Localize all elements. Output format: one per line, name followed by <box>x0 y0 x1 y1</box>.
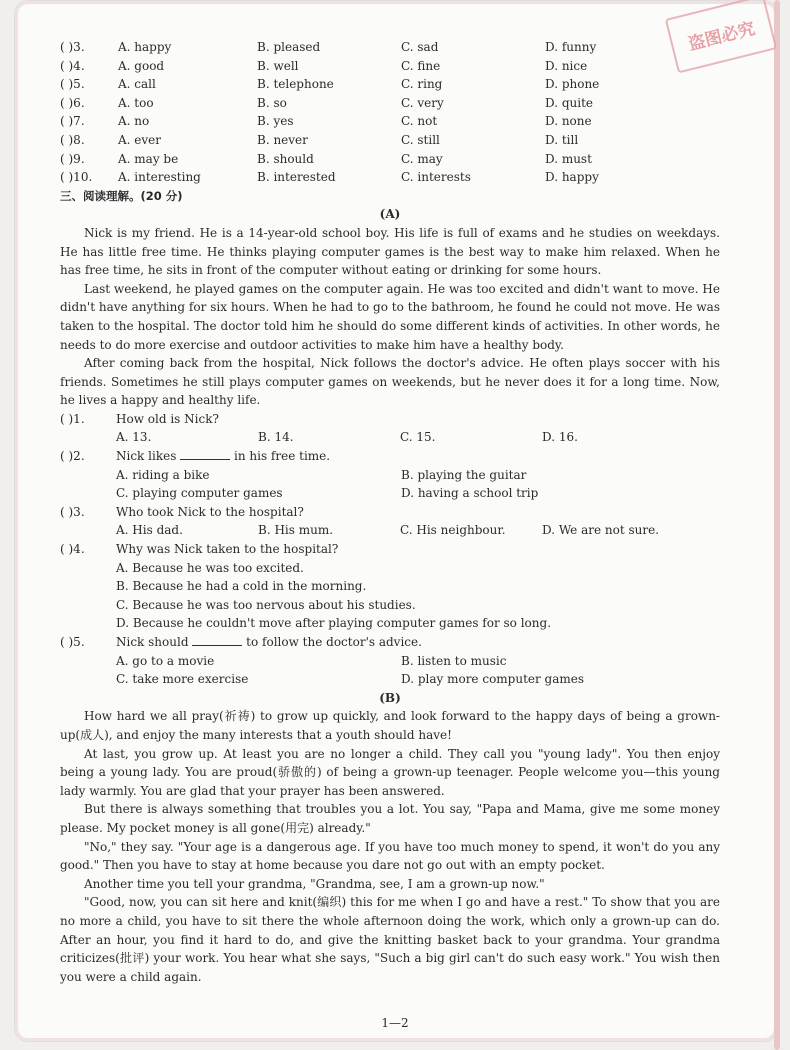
question-4-option: A. Because he was too excited. <box>116 560 304 575</box>
option-number: ( )10. <box>60 170 93 185</box>
option-choice: C. very <box>401 95 444 110</box>
option-choice: B. never <box>257 132 308 147</box>
option-choice: D. must <box>545 151 592 166</box>
option-choice: A. may be <box>118 151 179 166</box>
question-3-options: A. His dad. B. His mum. C. His neighbour. D. We are not sure. <box>116 523 660 538</box>
option-number: ( )3. <box>60 40 85 54</box>
option-choice: B. telephone <box>257 77 334 92</box>
passage-a-paragraph: After coming back from the hospital, Nick follows the doctor's advice. He often plays soccer with his friends. Sometimes he still plays computer games on weekends, but he never does it for a long time. Now, he lives a happy and healthy life. <box>60 356 720 408</box>
option-choice: A. ever <box>118 132 162 147</box>
question-2-options: A. riding a bike B. playing the guitar <box>116 467 527 482</box>
option-choice: A. too <box>118 95 154 110</box>
option-row <box>60 75 720 94</box>
option-choice: D. funny <box>545 40 597 54</box>
option-row <box>60 112 720 131</box>
option-row <box>60 168 720 187</box>
question-1: ( )1. How old is Nick? <box>60 411 219 426</box>
question-4-option: D. Because he couldn't move after playing computer games for so long. <box>116 616 552 631</box>
option-choice: B. so <box>257 95 287 110</box>
page-edge <box>774 0 780 1050</box>
option-row <box>60 150 720 169</box>
option-choice: C. sad <box>401 40 439 54</box>
passage-a-paragraph: Nick is my friend. He is a 14-year-old school boy. His life is full of exams and he studies on weekdays. He has little free time. He thinks playing computer games is the best way to make him relaxed. When he has free time, he sits in front of the computer without eating or drinking for some hours. <box>60 225 720 278</box>
passage-b-paragraph: How hard we all pray(祈祷) to grow up quickly, and look forward to the happy days of being a grown-up(成人), and enjoy the many interests that a youth should have! <box>60 709 720 742</box>
section-title: 三、阅读理解。(20 分) <box>60 188 183 203</box>
option-choice: B. interested <box>257 170 336 185</box>
cloze-options <box>60 38 720 187</box>
option-row <box>60 38 720 57</box>
question-2: ( )2. Nick likes in his free time. <box>60 449 331 464</box>
option-row <box>60 131 720 150</box>
option-row <box>60 94 720 113</box>
passage-b-paragraph: Another time you tell your grandma, "Grandma, see, I am a grown-up now." <box>84 876 545 891</box>
option-choice: D. till <box>545 132 579 147</box>
option-number: ( )5. <box>60 77 85 92</box>
page-number: 1—2 <box>381 1016 409 1030</box>
option-choice: D. none <box>545 114 592 129</box>
option-choice: A. interesting <box>118 170 201 185</box>
option-choice: A. good <box>118 58 165 73</box>
passage-b-paragraph: At last, you grow up. At least you are no longer a child. They call you "young lady". You then enjoy being a young lady. You are proud(骄傲的) of being a grown-up teenager. People welcome you—this young lady warmly. You are glad that your prayer has been answered. <box>60 746 720 798</box>
option-choice: C. not <box>401 114 438 129</box>
option-choice: A. happy <box>118 40 172 54</box>
question-4: ( )4. Why was Nick taken to the hospital? <box>60 542 339 557</box>
option-choice: D. phone <box>545 77 600 92</box>
option-choice: A. no <box>118 114 150 129</box>
option-number: ( )4. <box>60 58 85 73</box>
passage-a-label: (A) <box>379 207 401 222</box>
option-number: ( )6. <box>60 95 85 110</box>
option-choice: C. may <box>401 151 443 166</box>
passage-b-paragraph: But there is always something that troubles you a lot. You say, "Papa and Mama, give me some money please. My pocket money is all gone(用完) already." <box>60 802 720 835</box>
answer-blank <box>192 633 242 646</box>
option-number: ( )8. <box>60 132 85 147</box>
passage-b-paragraph: "Good, now, you can sit here and knit(编织) this for me when I go and have a rest." To show that you are no more a child, you have to sit there the whole afternoon doing the work, which only a grown-up can do. After an hour, you find it hard to do, and give the knitting basket back to your grandma. Your grandma criticizes(批评) your work. You hear what she says, "Such a big girl can't do such easy work." You wish then you were a child again. <box>60 895 720 984</box>
option-choice: D. happy <box>545 170 599 185</box>
passage-a-paragraph: Last weekend, he played games on the computer again. He was too excited and didn't want to move. He didn't have anything for six hours. When he had to go to the bathroom, he found he could not move. He was taken to the hospital. The doctor told him he should do some different kinds of activities. In other words, he needs to do more exercise and outdoor activities to make him have a healthy body. <box>60 281 720 352</box>
option-choice: D. quite <box>545 95 593 110</box>
question-5-options: A. go to a movie B. listen to music <box>116 653 507 668</box>
option-row <box>60 57 720 76</box>
option-choice: C. interests <box>401 170 471 185</box>
watermark-stamp: 盗图必究 <box>665 0 778 74</box>
question-4-option: B. Because he had a cold in the morning. <box>116 579 367 594</box>
question-3: ( )3. Who took Nick to the hospital? <box>60 504 304 519</box>
option-choice: C. still <box>401 132 440 147</box>
option-choice: B. well <box>257 58 299 73</box>
option-choice: A. call <box>118 77 156 92</box>
option-choice: B. should <box>257 151 314 166</box>
question-5-options: C. take more exercise D. play more computer games <box>116 672 585 687</box>
option-number: ( )9. <box>60 151 85 166</box>
question-4-option: C. Because he was too nervous about his studies. <box>116 597 416 612</box>
option-number: ( )7. <box>60 114 85 129</box>
passage-b-label: (B) <box>379 690 401 705</box>
option-choice: C. ring <box>401 77 443 92</box>
question-1-options: A. 13. B. 14. C. 15. D. 16. <box>116 430 578 445</box>
answer-blank <box>180 447 230 460</box>
option-choice: C. fine <box>401 58 441 73</box>
option-choice: B. yes <box>257 114 294 129</box>
question-5: ( )5. Nick should to follow the doctor's advice. <box>60 635 422 649</box>
question-2-options: C. playing computer games D. having a school trip <box>116 486 539 501</box>
passage-b-paragraph: "No," they say. "Your age is a dangerous age. If you have too much money to spend, it won't do you any good." Then you have to stay at home because you dare not go out with an empty pocket. <box>60 839 720 873</box>
worksheet-content <box>60 38 720 986</box>
option-choice: B. pleased <box>257 40 321 54</box>
option-choice: D. nice <box>545 58 588 73</box>
